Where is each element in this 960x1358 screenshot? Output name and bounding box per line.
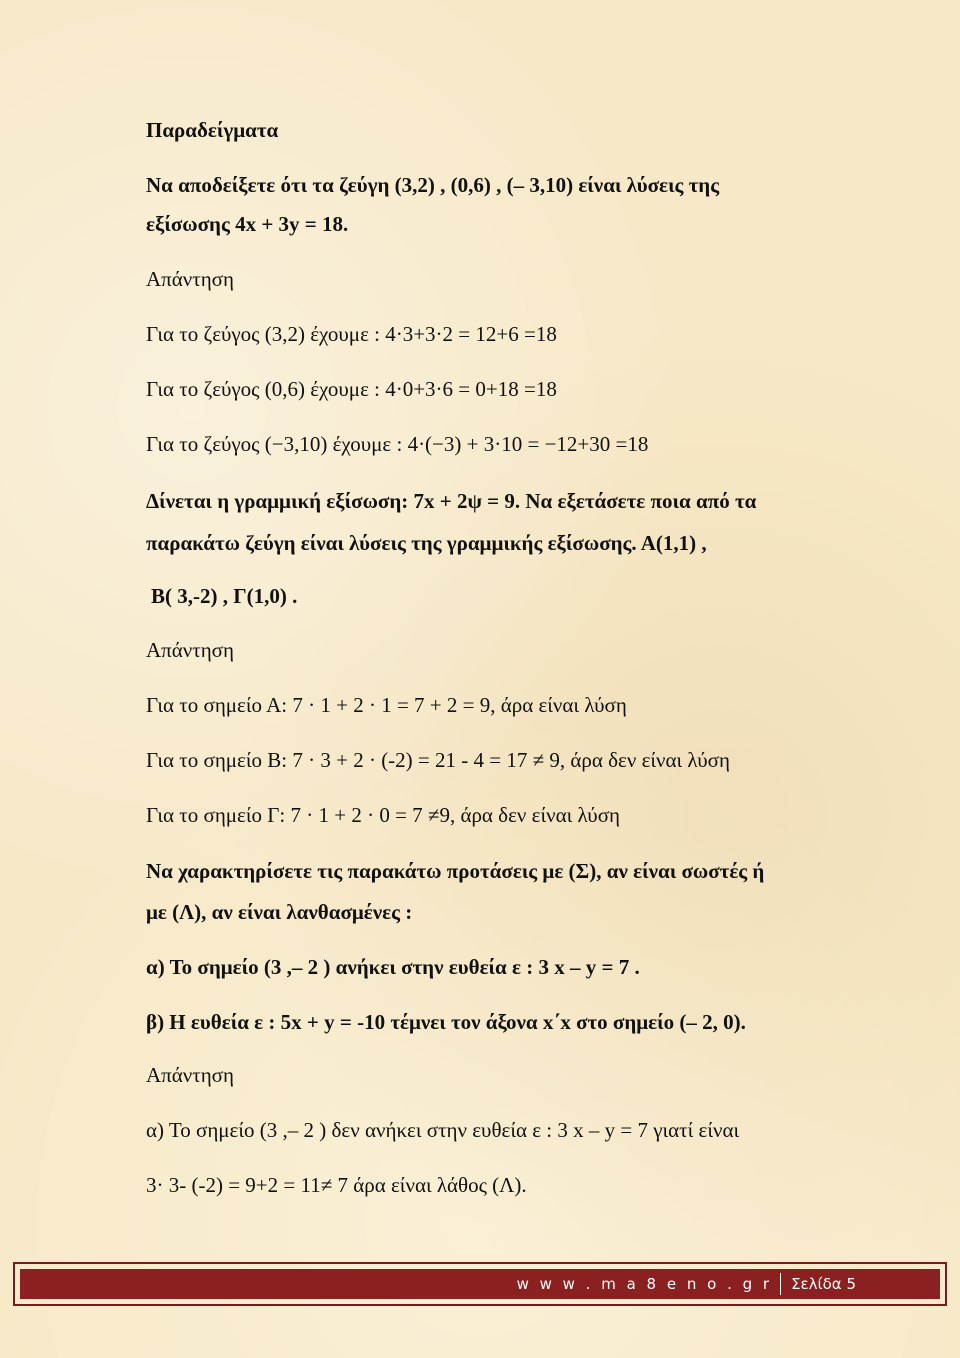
answer-3-line-2: 3· 3- (-2) = 9+2 = 11≠ 7 άρα είναι λάθος (Λ).	[146, 1173, 527, 1197]
answer-1-line-2: Για το ζεύγος (0,6) έχουμε : 4·0+3·6 = 0+18 =18	[146, 377, 557, 401]
page-number: Σελίδα 5	[791, 1275, 856, 1293]
answer-1-line-1: Για το ζεύγος (3,2) έχουμε : 4·3+3·2 = 12+6 =18	[146, 322, 557, 346]
exercise-3-item-a: α) Το σημείο (3 ,– 2 ) ανήκει στην ευθεία ε : 3 x – y = 7 .	[146, 955, 640, 979]
answer-2-line-1: Για το σημείο Α: 7 · 1 + 2 · 1 = 7 + 2 = 9, άρα είναι λύση	[146, 693, 627, 717]
exercise-3-line-1: Να χαρακτηρίσετε τις παρακάτω προτάσεις με (Σ), αν είναι σωστές ή	[146, 859, 765, 883]
answer-label-1: Απάντηση	[146, 267, 234, 291]
exercise-2-line-1: Δίνεται η γραμμική εξίσωση: 7x + 2ψ = 9. Να εξετάσετε ποια από τα	[146, 489, 757, 513]
answer-2-line-2: Για το σημείο Β: 7 · 3 + 2 · (-2) = 21 - 4 = 17 ≠ 9, άρα δεν είναι λύση	[146, 748, 730, 772]
answer-label-2: Απάντηση	[146, 638, 234, 662]
exercise-2-line-3: Β( 3,-2) , Γ(1,0) .	[151, 584, 298, 608]
section-heading: Παραδείγματα	[146, 118, 279, 142]
page-footer	[13, 1262, 947, 1306]
exercise-1-line-1: Να αποδείξετε ότι τα ζεύγη (3,2) , (0,6) , (– 3,10) είναι λύσεις της	[146, 173, 720, 197]
exercise-3-item-b: β) Η ευθεία ε : 5x + y = -10 τέμνει τον άξονα x΄x στο σημείο (– 2, 0).	[146, 1010, 746, 1034]
answer-label-3: Απάντηση	[146, 1063, 234, 1087]
answer-3-line-1: α) Το σημείο (3 ,– 2 ) δεν ανήκει στην ευθεία ε : 3 x – y = 7 γιατί είναι	[146, 1118, 740, 1142]
answer-1-line-3: Για το ζεύγος (−3,10) έχουμε : 4·(−3) + 3·10 = −12+30 =18	[146, 432, 649, 456]
exercise-2-line-2: παρακάτω ζεύγη είναι λύσεις της γραμμικής εξίσωσης. Α(1,1) ,	[146, 531, 707, 555]
exercise-3-line-2: με (Λ), αν είναι λανθασμένες :	[146, 900, 413, 924]
exercise-1-line-2: εξίσωσης 4x + 3y = 18.	[146, 212, 349, 236]
answer-2-line-3: Για το σημείο Γ: 7 · 1 + 2 · 0 = 7 ≠9, άρα δεν είναι λύση	[146, 803, 621, 827]
footer-bar	[20, 1269, 940, 1299]
footer-site-link[interactable]: w w w . m a 8 e n o . g r	[516, 1275, 773, 1293]
footer-divider	[780, 1273, 781, 1295]
